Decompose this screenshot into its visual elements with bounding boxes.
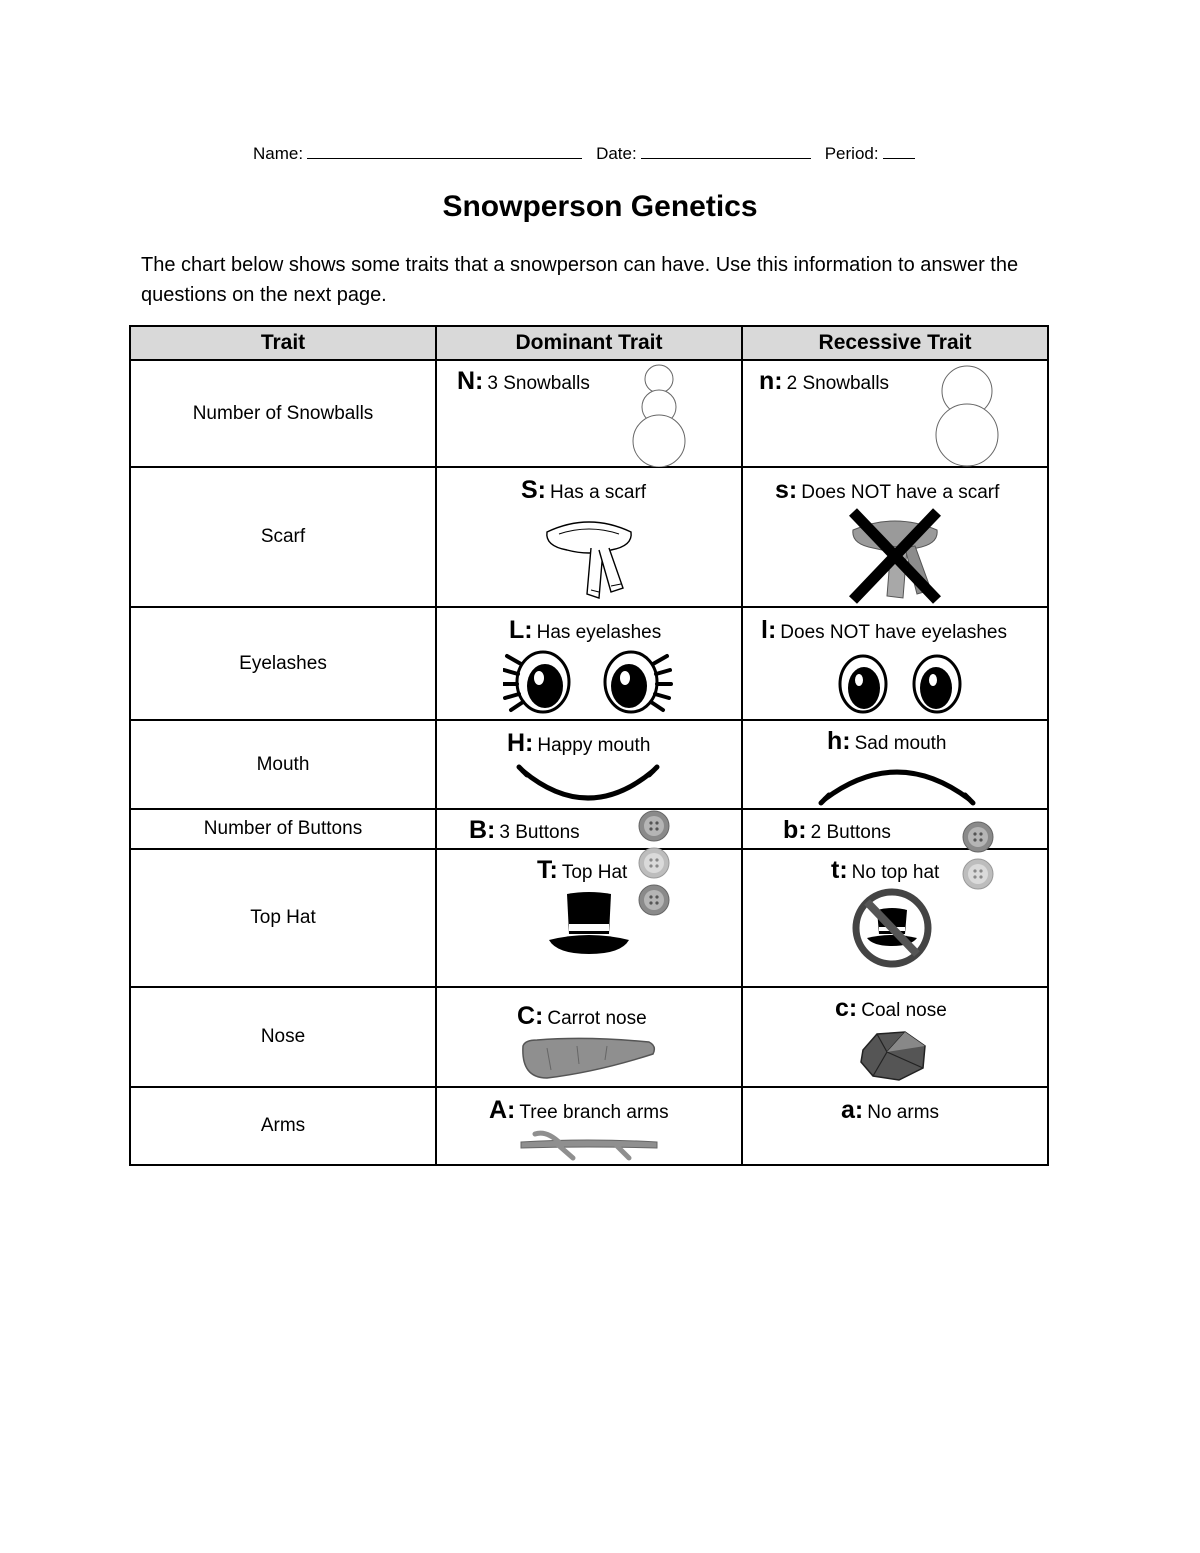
- three-snowballs-icon: [627, 363, 691, 467]
- trait-name: Mouth: [130, 720, 436, 809]
- recessive-label: t: No top hat: [831, 856, 940, 884]
- trait-name: Number of Snowballs: [130, 360, 436, 467]
- dominant-label: T: Top Hat: [537, 856, 628, 884]
- table-row: [130, 607, 1048, 720]
- name-label: Name:: [253, 144, 304, 163]
- dominant-cell: [436, 467, 742, 607]
- trait-name: Top Hat: [130, 849, 436, 987]
- date-field[interactable]: [641, 144, 811, 159]
- recessive-label: a: No arms: [841, 1096, 940, 1124]
- recessive-cell: [742, 360, 1048, 467]
- header-dominant: Dominant Trait: [436, 326, 742, 360]
- dominant-label: C: Carrot nose: [517, 1002, 647, 1030]
- period-field[interactable]: [883, 144, 915, 159]
- dominant-label: S: Has a scarf: [521, 476, 647, 504]
- recessive-cell: [742, 987, 1048, 1087]
- period-label: Period:: [824, 144, 879, 163]
- trait-name: Number of Buttons: [130, 809, 436, 849]
- sad-mouth-icon: [817, 759, 977, 807]
- recessive-label: n: 2 Snowballs: [759, 367, 890, 395]
- table-row: [130, 987, 1048, 1087]
- dominant-label: B: 3 Buttons: [469, 816, 580, 844]
- recessive-cell: [742, 607, 1048, 720]
- carrot-nose-icon: [517, 1034, 659, 1082]
- recessive-cell: [742, 720, 1048, 809]
- table-row: [130, 720, 1048, 809]
- scarf-icon: [541, 510, 637, 602]
- two-buttons-icon: [960, 820, 996, 892]
- dominant-cell: [436, 849, 742, 987]
- dominant-cell: [436, 607, 742, 720]
- no-scarf-icon: [847, 508, 943, 604]
- eyes-no-lashes-icon: [837, 650, 963, 714]
- table-row: [130, 360, 1048, 467]
- name-field[interactable]: [307, 144, 582, 159]
- table-row: [130, 467, 1048, 607]
- dominant-label: N: 3 Snowballs: [457, 367, 590, 395]
- dominant-cell: [436, 987, 742, 1087]
- recessive-label: h: Sad mouth: [827, 727, 947, 755]
- two-snowballs-icon: [931, 363, 1003, 467]
- recessive-label: b: 2 Buttons: [783, 816, 891, 844]
- top-hat-icon: [547, 890, 631, 956]
- table-row: [130, 1087, 1048, 1165]
- table-row: [130, 809, 1048, 849]
- dominant-cell: [436, 809, 742, 849]
- happy-mouth-icon: [515, 761, 661, 805]
- dominant-label: H: Happy mouth: [507, 729, 651, 757]
- table-row: [130, 849, 1048, 987]
- dominant-cell: [436, 720, 742, 809]
- dominant-label: A: Tree branch arms: [489, 1096, 669, 1124]
- recessive-label: s: Does NOT have a scarf: [775, 476, 1000, 504]
- trait-name: Nose: [130, 987, 436, 1087]
- recessive-cell: [742, 809, 1048, 849]
- dominant-cell: [436, 360, 742, 467]
- dominant-label: L: Has eyelashes: [509, 616, 662, 644]
- no-top-hat-icon: [847, 888, 937, 968]
- table-header-row: [130, 326, 1048, 360]
- dominant-cell: [436, 1087, 742, 1165]
- recessive-label: c: Coal nose: [835, 994, 947, 1022]
- header-recessive: Recessive Trait: [742, 326, 1048, 360]
- trait-name: Scarf: [130, 467, 436, 607]
- branch-arms-icon: [517, 1128, 661, 1162]
- header-trait: Trait: [130, 326, 436, 360]
- page-title: Snowperson Genetics: [442, 190, 758, 223]
- coal-nose-icon: [859, 1028, 931, 1084]
- recessive-cell: [742, 467, 1048, 607]
- date-label: Date:: [596, 144, 637, 163]
- trait-name: Eyelashes: [130, 607, 436, 720]
- trait-name: Arms: [130, 1087, 436, 1165]
- recessive-label: l: Does NOT have eyelashes: [761, 616, 1007, 644]
- student-info-line: [253, 144, 953, 164]
- intro-text: The chart below shows some traits that a snowperson can have. Use this information to answer the questions on the next page.: [141, 254, 1019, 306]
- three-buttons-icon: [636, 810, 672, 918]
- eyes-with-lashes-icon: [503, 648, 679, 714]
- recessive-cell: [742, 1087, 1048, 1165]
- recessive-cell: [742, 849, 1048, 987]
- traits-table: [129, 325, 1049, 1166]
